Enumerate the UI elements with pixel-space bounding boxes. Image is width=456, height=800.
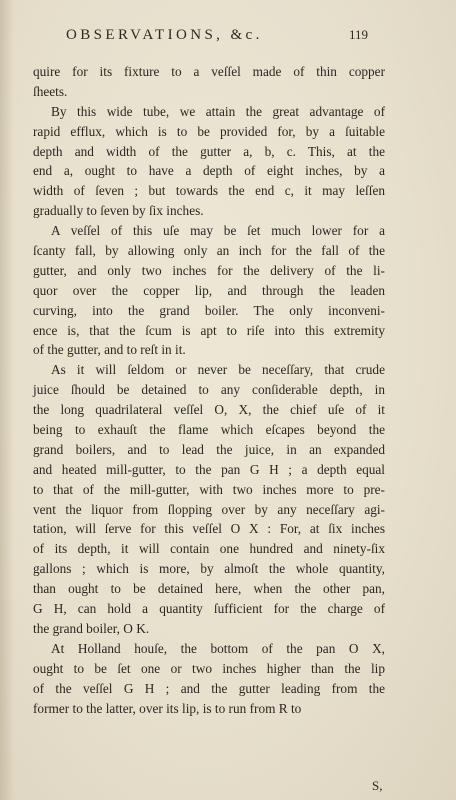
text-line: gutter, and only two inches for the delivery of the li- (33, 262, 385, 278)
catchword: S, (372, 778, 383, 793)
text-line: grand boilers, and to lead the juice, in an expanded (33, 441, 385, 457)
text-line: of the veſſel G H ; and the gutter leading from the (33, 680, 385, 696)
running-title: OBSERVATIONS, &c. (66, 27, 263, 43)
body-text (33, 62, 385, 718)
text-line: rapid efflux, which is to be provided for, by a ſuitable (33, 123, 385, 139)
text-line: tation, will ſerve for this veſſel O X : For, at ſix inches (33, 521, 385, 537)
page-header (66, 27, 386, 47)
text-line: end a, ought to have a depth of eight inches, by a (33, 163, 385, 179)
text-line: of its depth, it will contain one hundred and ninety-ſix (33, 541, 385, 557)
text-line: ſcanty fall, by allowing only an inch for the fall of the (33, 243, 385, 259)
text-line: G H, can hold a quantity ſufficient for the charge of (33, 601, 385, 617)
paragraph (33, 360, 385, 638)
text-line: of the gutter, and to reſt in it. (33, 342, 186, 358)
text-line: width of ſeven ; but towards the end c, it may leſſen (33, 183, 385, 199)
text-line: juice ſhould be detained to any conſiderable depth, in (33, 382, 385, 398)
text-line: ence is, that the ſcum is apt to riſe into this extremity (33, 322, 385, 338)
text-line: By this wide tube, we attain the great advantage of (51, 103, 385, 119)
text-line: gallons ; which is more, by almoſt the whole quantity, (33, 561, 385, 577)
text-line: depth and width of the gutter a, b, c. This, at the (33, 143, 385, 159)
text-line: to that of the mill-gutter, with two inches more to pre- (33, 481, 385, 497)
text-line: former to the latter, over its lip, is to run from R to (33, 700, 302, 716)
text-line: quor over the copper lip, and through the leaden (33, 282, 385, 298)
text-line: ought to be ſet one or two inches higher than the lip (33, 660, 385, 676)
text-line: A veſſel of this uſe may be ſet much lower for a (51, 223, 385, 239)
text-line: ſheets. (33, 83, 68, 99)
text-line: than ought to be detained here, when the other pan, (33, 581, 385, 597)
text-line: the grand boiler, O K. (33, 620, 150, 636)
text-line: As it will ſeldom or never be neceſſary, that crude (51, 362, 385, 378)
text-line: gradually to ſeven by ſix inches. (33, 203, 204, 219)
text-line: being to exhauſt the flame which eſcapes beyond the (33, 422, 385, 438)
text-line: and heated mill-gutter, to the pan G H ; a depth equal (33, 461, 385, 477)
text-line: At Holland houſe, the bottom of the pan O X, (51, 640, 385, 656)
paragraph (33, 639, 385, 719)
text-line: the long quadrilateral veſſel O, X, the chief uſe of it (33, 402, 385, 418)
text-line: curving, into the grand boiler. The only inconveni- (33, 302, 385, 318)
page-number: 119 (349, 27, 369, 42)
paragraph (33, 62, 385, 102)
paragraph (33, 102, 385, 221)
text-line: quire for its fixture to a veſſel made of thin copper (33, 64, 385, 79)
text-line: vent the liquor from ſlopping over by any neceſſary agi- (33, 501, 385, 517)
paragraph (33, 221, 385, 360)
